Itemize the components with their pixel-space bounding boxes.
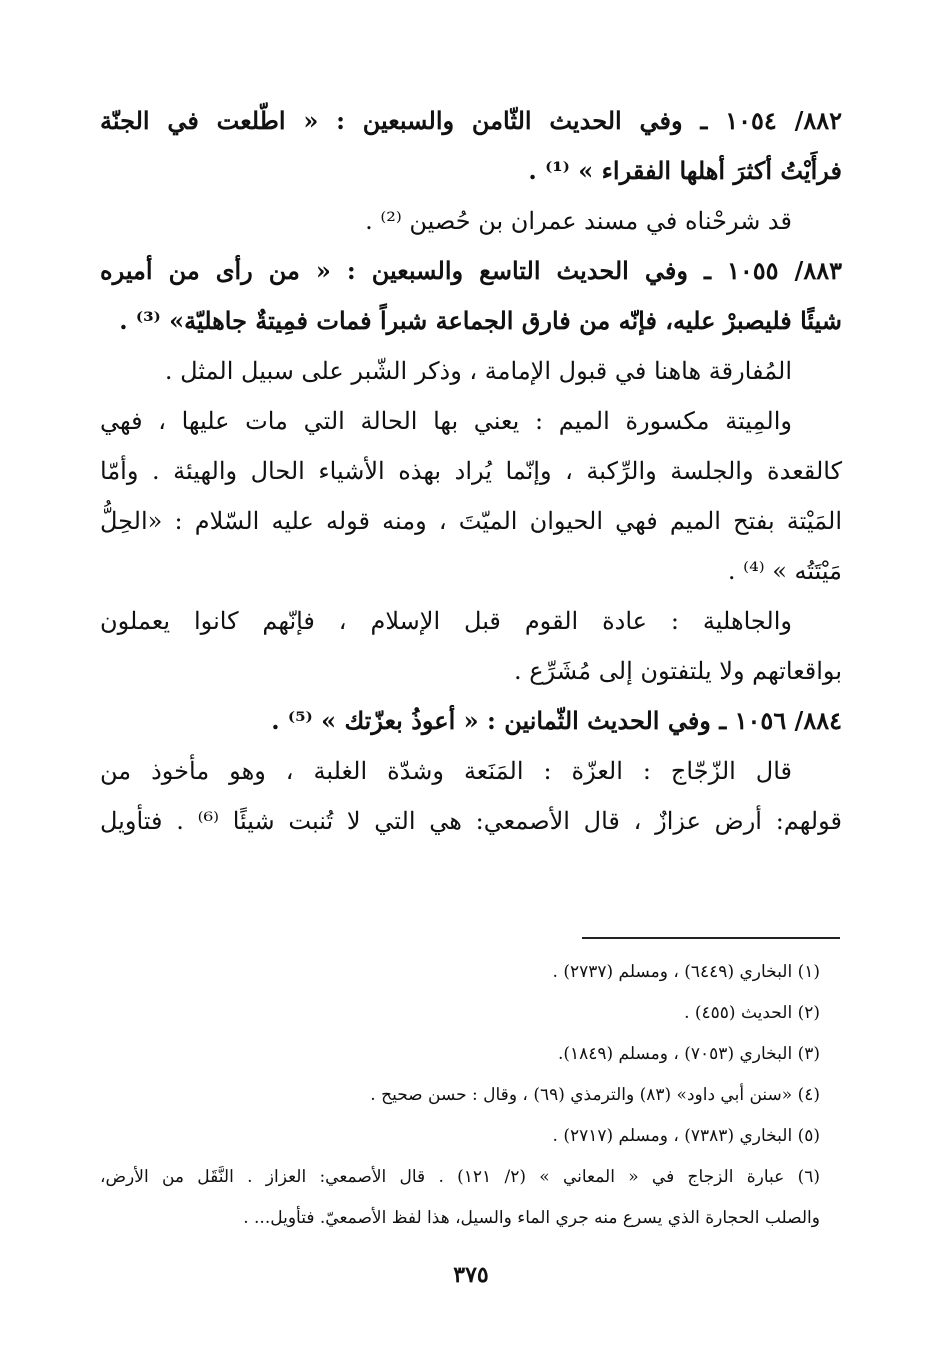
hadith-883-line-2: شيئًا فليصبرْ عليه، فإنّه من فارق الجماعة شبراً فمات فمِيتةٌ جاهليّة» ⁽³⁾ . [119,306,842,335]
hadith-882-line-1: ٨٨٢/ ١٠٥٤ ـ وفي الحديث الثّامن والسبعين : « اطّلعت في الجنّة [100,106,843,135]
footnote-1: (١) البخاري (٦٤٤٩) ، ومسلم (٢٧٣٧) . [552,962,820,982]
footnote-6-line-2: والصلب الحجارة الذي يسرع منه جري الماء والسيل، هذا لفظ الأصمعيّ. فتأويل... . [243,1208,820,1228]
footnote-5: (٥) البخاري (٧٣٨٣) ، ومسلم (٢٧١٧) . [552,1126,820,1146]
footnote-4: (٤) «سنن أبي داود» (٨٣) والترمذي (٦٩) ، وقال : حسن صحيح . [370,1085,820,1105]
main-text [100,96,842,846]
footnote-2: (٢) الحديث (٤٥٥) . [684,1003,820,1023]
footnote-6-line-1: (٦) عبارة الزجاج في « المعاني » (٢/ ١٢١) . قال الأصمعي: العزاز . النَّقَل من الأرض، [100,1167,820,1187]
commentary-884-line-1: قال الزّجّاج : العزّة : المَنَعة وشدّة الغلبة ، وهو مأخوذ من [100,757,792,785]
commentary-883-line-1: المُفارقة هاهنا في قبول الإمامة ، وذكر الشّبر على سبيل المثل . [164,357,792,385]
page-number: ٣٧٥ [453,1262,489,1288]
commentary-883-line-7: بواقعاتهم ولا يلتفتون إلى مُشَرِّع . [514,657,842,685]
commentary-883-line-4: المَيْتة بفتح الميم فهي الحيوان الميّتَ ، ومنه قوله عليه السّلام : «الحِلُّ [100,507,842,535]
hadith-882-line-2: فرأَيْتُ أكثرَ أهلها الفقراء » ⁽¹⁾ . [528,156,842,185]
footnote-3: (٣) البخاري (٧٠٥٣) ، ومسلم (١٨٤٩). [557,1044,820,1064]
commentary-883-line-2: والمِيتة مكسورة الميم : يعني بها الحالة التي مات عليها ، فهي [100,407,792,435]
footnote-separator [582,937,840,939]
hadith-884: ٨٨٤/ ١٠٥٦ ـ وفي الحديث الثّمانين : « أعوذُ بعزّتك » ⁽⁵⁾ . [271,706,842,735]
commentary-883-line-6: والجاهلية : عادة القوم قبل الإسلام ، فإنّهم كانوا يعملون [100,607,792,635]
commentary-883-line-5: مَيْتَتُه » ⁽⁴⁾ . [727,557,842,585]
footnotes [100,952,842,1239]
commentary-884-line-2: قولهم: أرض عزازٌ ، قال الأصمعي: هي التي لا تُنبت شيئًا ⁽⁶⁾ . فتأويل [100,807,842,835]
commentary-883-line-3: كالقعدة والجلسة والرِّكبة ، وإنّما يُراد بهذه الأشياء الحال والهيئة . وأمّا [100,457,842,485]
commentary-882: قد شرحْناه في مسند عمران بن حُصين ⁽²⁾ . [365,207,792,235]
hadith-883-line-1: ٨٨٣/ ١٠٥٥ ـ وفي الحديث التاسع والسبعين : « من رأى من أميره [100,256,842,285]
